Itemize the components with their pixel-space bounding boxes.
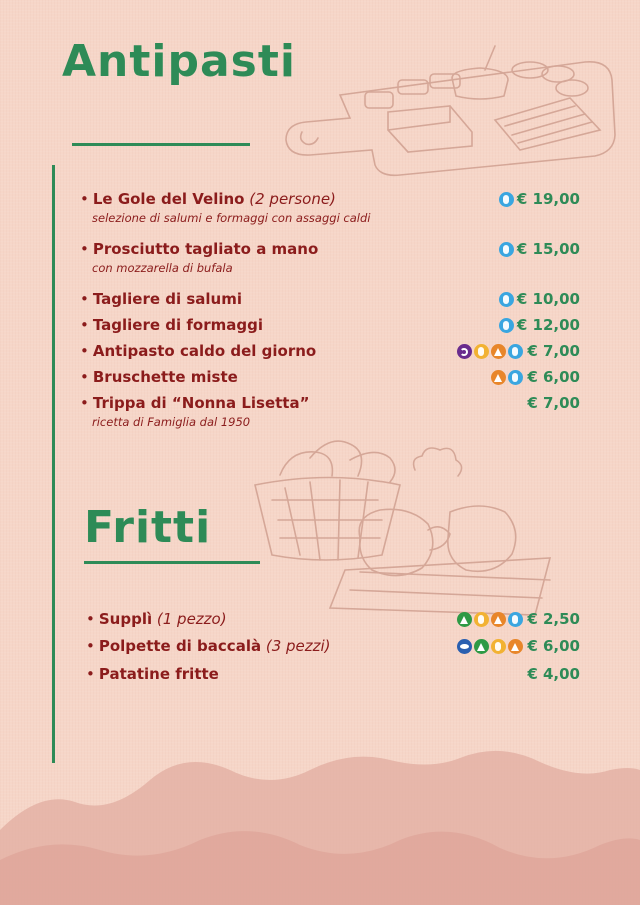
egg-allergen-icon xyxy=(474,344,489,359)
item-price: € 15,00 xyxy=(516,240,580,258)
bullet: • xyxy=(80,190,89,208)
bullet: • xyxy=(86,610,95,628)
celery-allergen-icon xyxy=(474,639,489,654)
item-name-text: Trippa di “Nonna Lisetta” xyxy=(92,394,310,412)
item-description: con mozzarella di bufala xyxy=(92,261,233,275)
menu-item xyxy=(80,342,580,362)
allergen-icons xyxy=(457,639,523,654)
milk-allergen-icon xyxy=(499,292,514,307)
allergen-icons xyxy=(499,242,514,257)
item-description: ricetta di Famiglia dal 1950 xyxy=(92,415,251,429)
menu-item xyxy=(80,290,580,310)
allergen-icons xyxy=(499,192,514,207)
item-price: € 12,00 xyxy=(516,316,580,334)
item-note: (2 persone) xyxy=(244,190,336,208)
item-name xyxy=(80,190,336,208)
basket-illustration xyxy=(250,430,560,620)
item-price: € 2,50 xyxy=(527,610,580,628)
menu-item xyxy=(86,610,580,630)
item-name-text: Le Gole del Velino xyxy=(92,190,245,208)
milk-allergen-icon xyxy=(508,612,523,627)
hills-decoration xyxy=(0,740,640,905)
item-name-text: Prosciutto tagliato a mano xyxy=(92,240,319,258)
cutting-board-illustration xyxy=(280,40,630,190)
menu-item xyxy=(80,190,580,228)
allergen-icons xyxy=(457,344,523,359)
title-underline-fritti xyxy=(84,561,260,564)
gluten-allergen-icon xyxy=(491,612,506,627)
allergen-icons xyxy=(457,612,523,627)
milk-allergen-icon xyxy=(499,192,514,207)
allergen-icons xyxy=(491,370,523,385)
item-name xyxy=(80,394,309,412)
item-name-text: Supplì xyxy=(98,610,153,628)
menu-item xyxy=(86,637,580,657)
allergen-icons xyxy=(499,318,514,333)
allergen-icons xyxy=(499,292,514,307)
celery-allergen-icon xyxy=(457,612,472,627)
item-price: € 7,00 xyxy=(527,394,580,412)
item-name-text: Tagliere di salumi xyxy=(92,290,243,308)
gluten-allergen-icon xyxy=(508,639,523,654)
section-title-antipasti: Antipasti xyxy=(62,36,296,87)
bullet: • xyxy=(86,665,95,683)
gluten-allergen-icon xyxy=(491,370,506,385)
bullet: • xyxy=(86,637,95,655)
milk-allergen-icon xyxy=(508,344,523,359)
item-name xyxy=(80,290,242,308)
fish-allergen-icon xyxy=(457,639,472,654)
item-price: € 6,00 xyxy=(527,637,580,655)
item-name xyxy=(80,342,316,360)
egg-allergen-icon xyxy=(474,612,489,627)
item-name xyxy=(80,368,238,386)
section-title-fritti: Fritti xyxy=(84,502,212,553)
milk-allergen-icon xyxy=(508,370,523,385)
sulphites-allergen-icon xyxy=(457,344,472,359)
bullet: • xyxy=(80,316,89,334)
item-description: selezione di salumi e formaggi con assaggi caldi xyxy=(92,211,371,225)
bullet: • xyxy=(80,290,89,308)
bullet: • xyxy=(80,240,89,258)
item-price: € 4,00 xyxy=(527,665,580,683)
item-name-text: Polpette di baccalà xyxy=(98,637,262,655)
item-name xyxy=(86,637,331,655)
title-underline-antipasti xyxy=(72,143,250,146)
item-note: (1 pezzo) xyxy=(152,610,227,628)
menu-item xyxy=(80,394,580,432)
item-price: € 7,00 xyxy=(527,342,580,360)
section-divider-line xyxy=(52,165,55,763)
item-note: (3 pezzi) xyxy=(261,637,331,655)
item-price: € 10,00 xyxy=(516,290,580,308)
item-name xyxy=(80,316,263,334)
item-price: € 6,00 xyxy=(527,368,580,386)
menu-item xyxy=(86,665,580,685)
menu-item xyxy=(80,368,580,388)
item-name-text: Bruschette miste xyxy=(92,368,238,386)
item-name xyxy=(86,610,227,628)
item-name xyxy=(86,665,219,683)
item-name-text: Patatine fritte xyxy=(98,665,219,683)
menu-item xyxy=(80,240,580,278)
gluten-allergen-icon xyxy=(491,344,506,359)
bullet: • xyxy=(80,394,89,412)
milk-allergen-icon xyxy=(499,242,514,257)
item-name xyxy=(80,240,318,258)
egg-allergen-icon xyxy=(491,639,506,654)
item-name-text: Tagliere di formaggi xyxy=(92,316,263,334)
item-name-text: Antipasto caldo del giorno xyxy=(92,342,317,360)
bullet: • xyxy=(80,368,89,386)
item-price: € 19,00 xyxy=(516,190,580,208)
milk-allergen-icon xyxy=(499,318,514,333)
bullet: • xyxy=(80,342,89,360)
menu-item xyxy=(80,316,580,336)
